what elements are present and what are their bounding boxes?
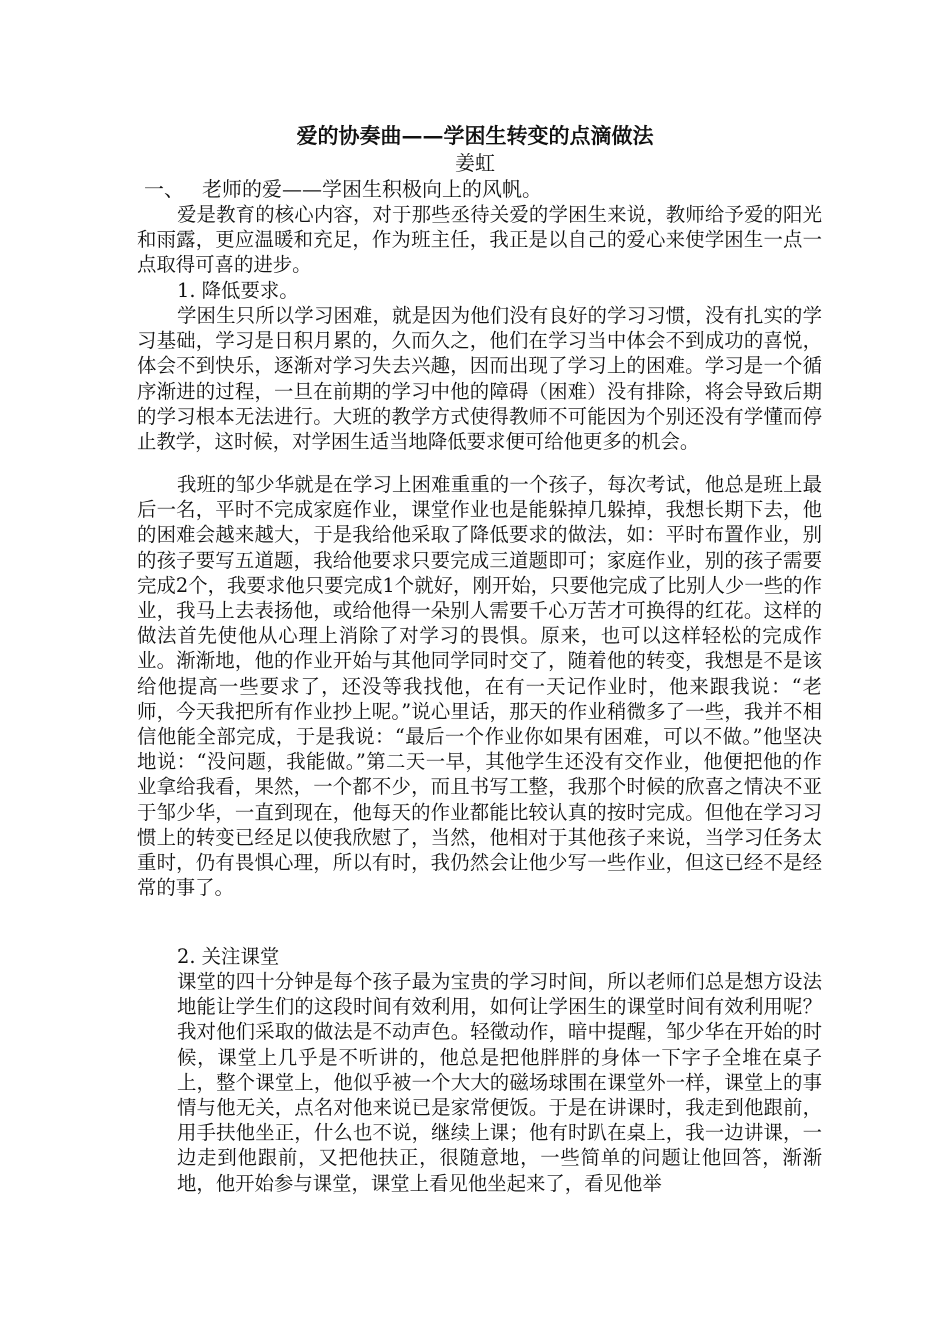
point2-heading: 2. 关注课堂 [177, 945, 280, 968]
section-number: 一、 [144, 177, 184, 201]
document-author: 姜虹 [455, 151, 495, 175]
section-heading [144, 176, 542, 202]
intro-paragraph: 爱是教育的核心内容，对于那些丞待关爱的学困生来说，教师给予爱的阳光和雨露，更应温暖和充足，作为班主任，我正是以自己的爱心来使学困生一点一点取得可喜的进步。 [137, 203, 822, 277]
point2-paragraph-1: 课堂的四十分钟是每个孩子最为宝贵的学习时间，所以老师们总是想方设法地能让学生们的这段时间有效利用，如何让学困生的课堂时间有效利用呢？我对他们采取的做法是不动声色。轻徵动作，暗中提醒，邹少华在开始的时候，课堂上几乎是不听讲的，他总是把他胖胖的身体一下字子全堆在桌子上，整个课堂上，他似乎被一个大大的磁场球围在课堂外一样，课堂上的事情与他无关，点名对他来说已是家常便饭。于是在讲课时，我走到他跟前，用手扶他坐正，什么也不说，继续上课；他有时趴在桌上，我一边讲课，一边走到他跟前，又把他扶正，很随意地，一些简单的问题让他回答，渐渐地，他开始参与课堂，课堂上看见他坐起来了，看见他举 [177, 970, 822, 1195]
point1-paragraph-2: 我班的邹少华就是在学习上困难重重的一个孩子，每次考试，他总是班上最后一名，平时不完成家庭作业，课堂作业也是能躲掉几躲掉，我想长期下去，他的困难会越来越大，于是我给他采取了降低要求的做法，如：平时布置作业，别的孩子要写五道题，我给他要求只要完成三道题即可；家庭作业，别的孩子需要完成2个，我要求他只要完成1个就好，刚开始，只要他完成了比别人少一些的作业，我马上去表扬他，或给他得一朵别人需要千心万苦才可换得的红花。这样的做法首先使他从心理上消除了对学习的畏惧。原来，也可以这样轻松的完成作业。渐渐地，他的作业开始与其他同学同时交了，随着他的转变，我想是不是该给他提高一些要求了，还没等我找他，在有一天记作业时，他来跟我说：“老师，今天我把所有作业抄上呢。”说心里话，那天的作业稍微多了一些，我并不相信他能全部完成，于是我说：“最后一个作业你如果有困难，可以不做。”他坚决地说：“没问题，我能做。”第二天一早，其他学生还没有交作业，他便把他的作业拿给我看，果然，一个都不少，而且书写工整，我那个时候的欣喜之情决不亚于邹少华，一直到现在，他每天的作业都能比较认真的按时完成。但他在学习习惯上的转变已经足以使我欣慰了，当然，他相对于其他孩子来说，当学习任务太重时，仍有畏惧心理，所以有时，我仍然会让他少写一些作业，但这已经不是经常的事了。 [137, 473, 822, 900]
point1-heading: 1. 降低要求。 [177, 279, 299, 302]
document-title: 爱的协奏曲——学困生转变的点滴做法 [296, 123, 654, 148]
section-heading-text: 老师的爱——学困生积极向上的风帆。 [202, 177, 542, 201]
point1-paragraph-1: 学困生只所以学习困难，就是因为他们没有良好的学习习惯，没有扎实的学习基础，学习是日积月累的，久而久之，他们在学习当中体会不到成功的喜悦，体会不到快乐，逐渐对学习失去兴趣，因而出现了学习上的困难。学习是一个循序渐进的过程，一旦在前期的学习中他的障碍（困难）没有排除，将会导致后期的学习根本无法进行。大班的教学方式使得教师不可能因为个别还没有学懂而停止教学，这时候，对学困生适当地降低要求便可给他更多的机会。 [137, 304, 822, 454]
